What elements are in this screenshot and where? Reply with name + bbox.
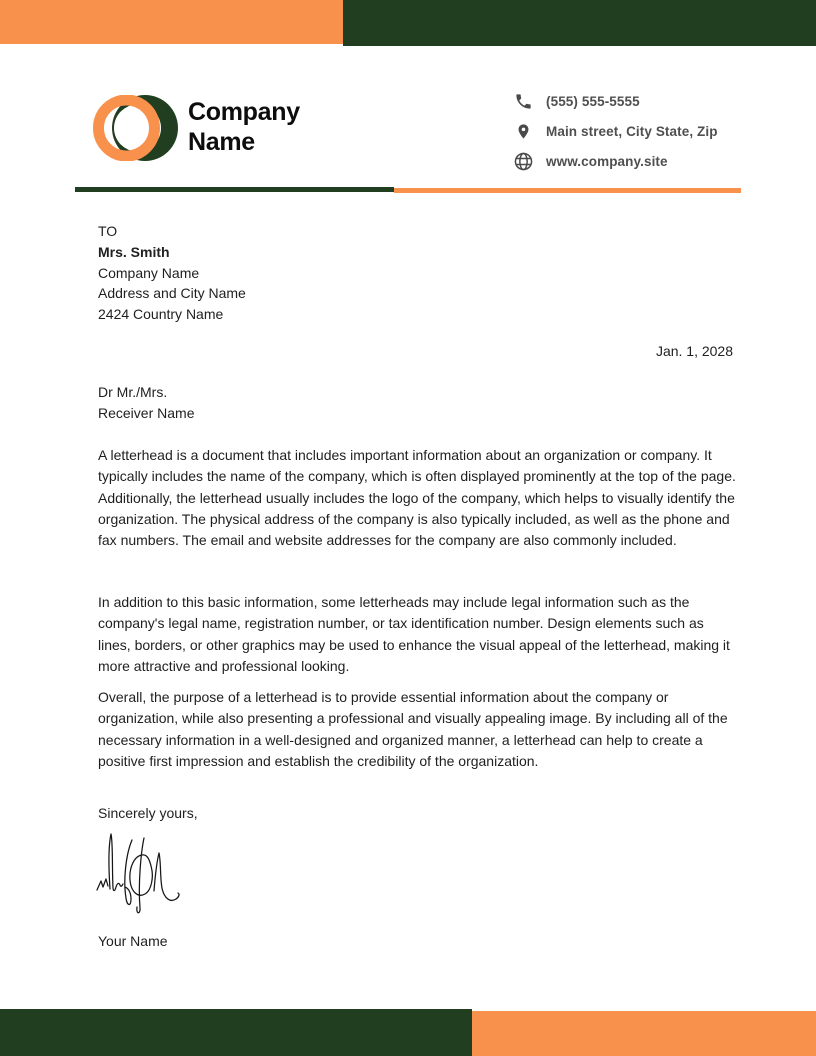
signature-image	[95, 828, 195, 922]
body-paragraph-3: Overall, the purpose of a letterhead is to provide essential information about the company or organization, while also presenting a professional and visually appealing image. By including all of the necessary information in a well-designed and organized manner, a letterhead can help to create a positive first impression and establish the credibility of the organization.	[98, 689, 728, 769]
divider-orange-segment	[394, 188, 741, 193]
body-paragraph-1: A letterhead is a document that includes important information about an organization or company. It typically includes the name of the company, which is often displayed prominently at the top of the page. Additionally, the letterhead usually includes the logo of the company, which helps to visually identify the organization. The physical address of the company is also typically included, as well as the phone and fax numbers. The email and website addresses for the company are also commonly included.	[98, 447, 736, 549]
recipient-address: Address and City Name	[98, 285, 246, 302]
salutation-line1: Dr Mr./Mrs.	[98, 384, 168, 400]
contact-row-website	[512, 150, 718, 172]
top-accent-bars	[0, 0, 816, 46]
divider-green-segment	[75, 187, 394, 192]
location-pin-icon	[512, 120, 534, 143]
company-name-line1: Company	[188, 98, 300, 126]
recipient-block	[98, 221, 246, 325]
top-bar-green	[343, 0, 816, 46]
bottom-bar-green	[0, 1009, 472, 1056]
contact-info	[512, 90, 718, 172]
globe-icon	[512, 151, 534, 172]
body-paragraph-2: In addition to this basic information, some letterheads may include legal information such as the company's legal name, registration number, or tax identification number. Design elements such as lines, borders, or other graphics may be used to enhance the visual appeal of the letterhead, making it more attractive and professional looking.	[98, 594, 730, 674]
phone-icon	[512, 92, 534, 111]
recipient-to-label: TO	[98, 223, 118, 239]
top-bar-orange	[0, 0, 343, 44]
company-name-line2: Name	[188, 128, 255, 156]
phone-number: (555) 555-5555	[546, 93, 640, 109]
salutation-line2: Receiver Name	[98, 405, 195, 421]
contact-row-address	[512, 120, 718, 142]
recipient-country: 2424 Country Name	[98, 306, 224, 323]
header-divider	[75, 187, 741, 193]
website-url: www.company.site	[546, 153, 668, 169]
valediction: Sincerely yours,	[98, 805, 198, 821]
bottom-bar-orange	[472, 1011, 816, 1056]
recipient-company: Company Name	[98, 264, 200, 281]
signer-name: Your Name	[98, 933, 168, 949]
bottom-accent-bars	[0, 1009, 816, 1056]
contact-row-phone	[512, 90, 718, 112]
letter-date: Jan. 1, 2028	[655, 343, 733, 359]
street-address: Main street, City State, Zip	[546, 123, 718, 139]
company-name	[188, 97, 300, 157]
company-logo-icon	[93, 95, 178, 161]
salutation-block	[98, 382, 194, 424]
recipient-name: Mrs. Smith	[98, 243, 170, 260]
